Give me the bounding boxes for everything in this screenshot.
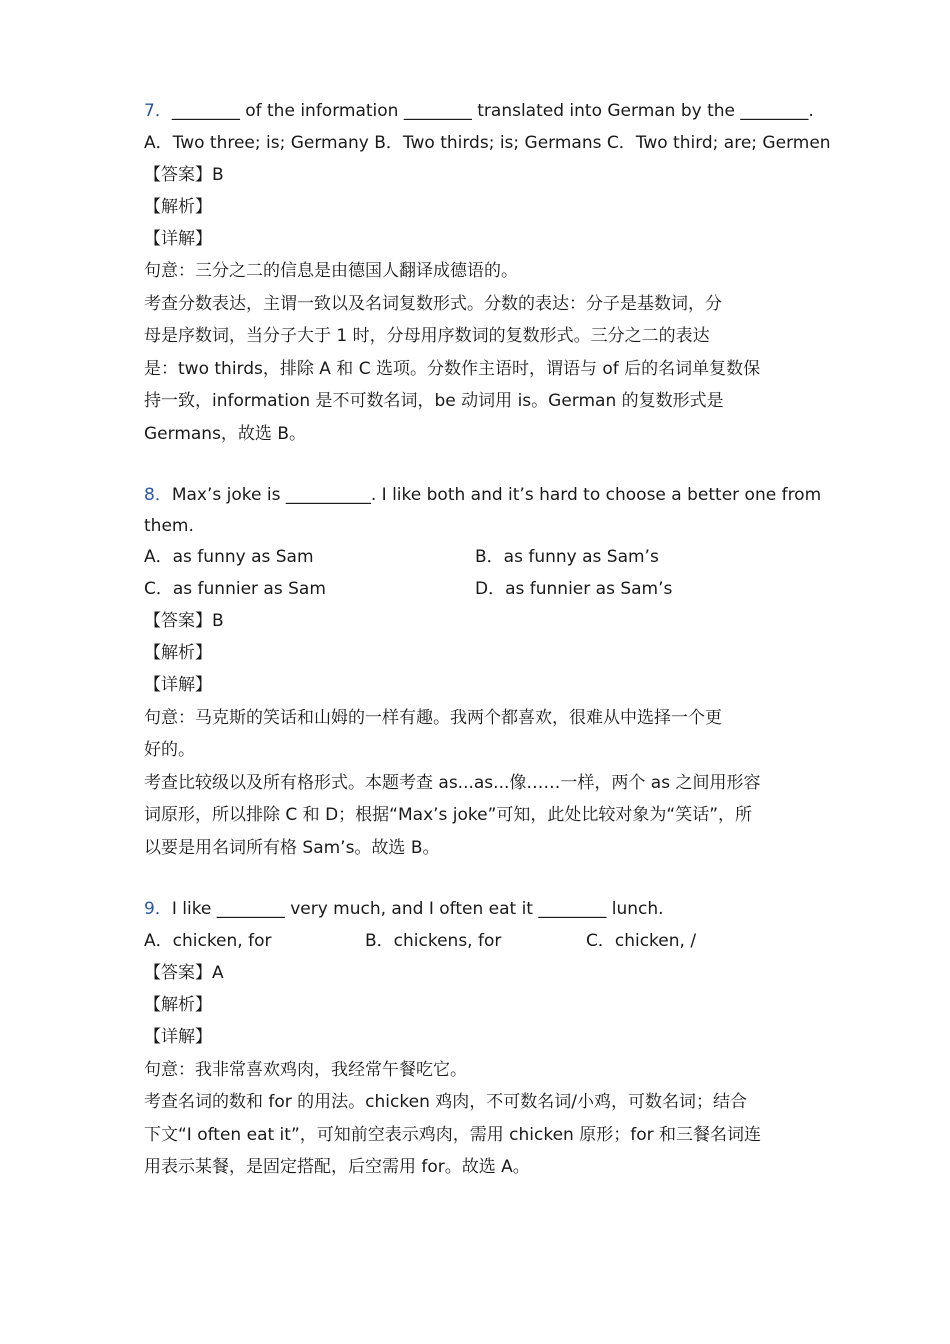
q7-explain-line: Germans，故选 B。 — [144, 424, 306, 444]
q9-analysis: 【解析】 — [144, 995, 212, 1015]
q9-explain-line: 考查名词的数和 for 的用法。chicken 鸡肉，不可数名词/小鸡，可数名词；结合 — [144, 1092, 747, 1112]
q8-number: 8． — [144, 485, 172, 505]
q8-translation-line: 句意：马克斯的笑话和山姆的一样有趣。我两个都喜欢，很难从中选择一个更 — [144, 708, 722, 728]
q7-explain-line: 母是序数词，当分子大于 1 时，分母用序数词的复数形式。三分之二的表达 — [144, 326, 710, 346]
q8-stem-continued: them. — [144, 516, 194, 536]
q7-translation: 句意：三分之二的信息是由德国人翻译成德语的。 — [144, 261, 518, 281]
q9-option-b: B．chickens, for — [365, 931, 502, 951]
q8-option-a: A．as funny as Sam — [144, 547, 314, 567]
q7-stem-line — [144, 95, 814, 127]
q9-number: 9． — [144, 899, 172, 919]
q9-explain-line: 下文“I often eat it”，可知前空表示鸡肉，需用 chicken 原形；for 和三餐名词连 — [144, 1125, 762, 1145]
q7-options: A．Two three; is; Germany B．Two thirds; is; Germans C．Two third; are; Germen — [144, 133, 831, 153]
q8-explain-line: 以要是用名词所有格 Sam’s。故选 B。 — [144, 838, 440, 858]
q9-stem: I like ________ very much, and I often eat it ________ lunch. — [171, 899, 664, 919]
q8-answer: 【答案】B — [144, 611, 224, 631]
q9-stem-line — [144, 893, 664, 925]
q7-explain-line: 持一致，information 是不可数名词，be 动词用 is。German 的复数形式是 — [144, 391, 724, 411]
q9-answer: 【答案】A — [144, 963, 224, 983]
q8-translation-line: 好的。 — [144, 740, 195, 760]
q7-explain-line: 考查分数表达，主谓一致以及名词复数形式。分数的表达：分子是基数词，分 — [144, 294, 722, 314]
q9-option-c: C．chicken, / — [586, 931, 697, 951]
q7-detail: 【详解】 — [144, 229, 212, 249]
q8-explain-line: 词原形，所以排除 C 和 D；根据“Max’s joke”可知，此处比较对象为“笑话”，所 — [144, 805, 753, 825]
q8-detail: 【详解】 — [144, 675, 212, 695]
q8-option-c: C．as funnier as Sam — [144, 579, 326, 599]
q7-stem: ________ of the information ________ translated into German by the ________. — [171, 101, 814, 121]
q7-answer: 【答案】B — [144, 165, 224, 185]
q8-option-b: B．as funny as Sam’s — [475, 547, 659, 567]
q9-detail: 【详解】 — [144, 1027, 212, 1047]
q8-stem: Max’s joke is __________. I like both and it’s hard to choose a better one from — [171, 485, 822, 505]
q9-translation: 句意：我非常喜欢鸡肉，我经常午餐吃它。 — [144, 1060, 467, 1080]
q7-analysis: 【解析】 — [144, 197, 212, 217]
q8-stem-line — [144, 479, 821, 511]
q8-explain-line: 考查比较级以及所有格形式。本题考查 as...as...像……一样，两个 as 之间用形容 — [144, 773, 761, 793]
q8-option-d: D．as funnier as Sam’s — [475, 579, 673, 599]
q8-analysis: 【解析】 — [144, 643, 212, 663]
q7-explain-line: 是：two thirds，排除 A 和 C 选项。分数作主语时，谓语与 of 后的名词单复数保 — [144, 359, 761, 379]
q7-number: 7． — [144, 101, 172, 121]
q9-option-a: A．chicken, for — [144, 931, 272, 951]
q9-explain-line: 用表示某餐，是固定搭配，后空需用 for。故选 A。 — [144, 1157, 530, 1177]
